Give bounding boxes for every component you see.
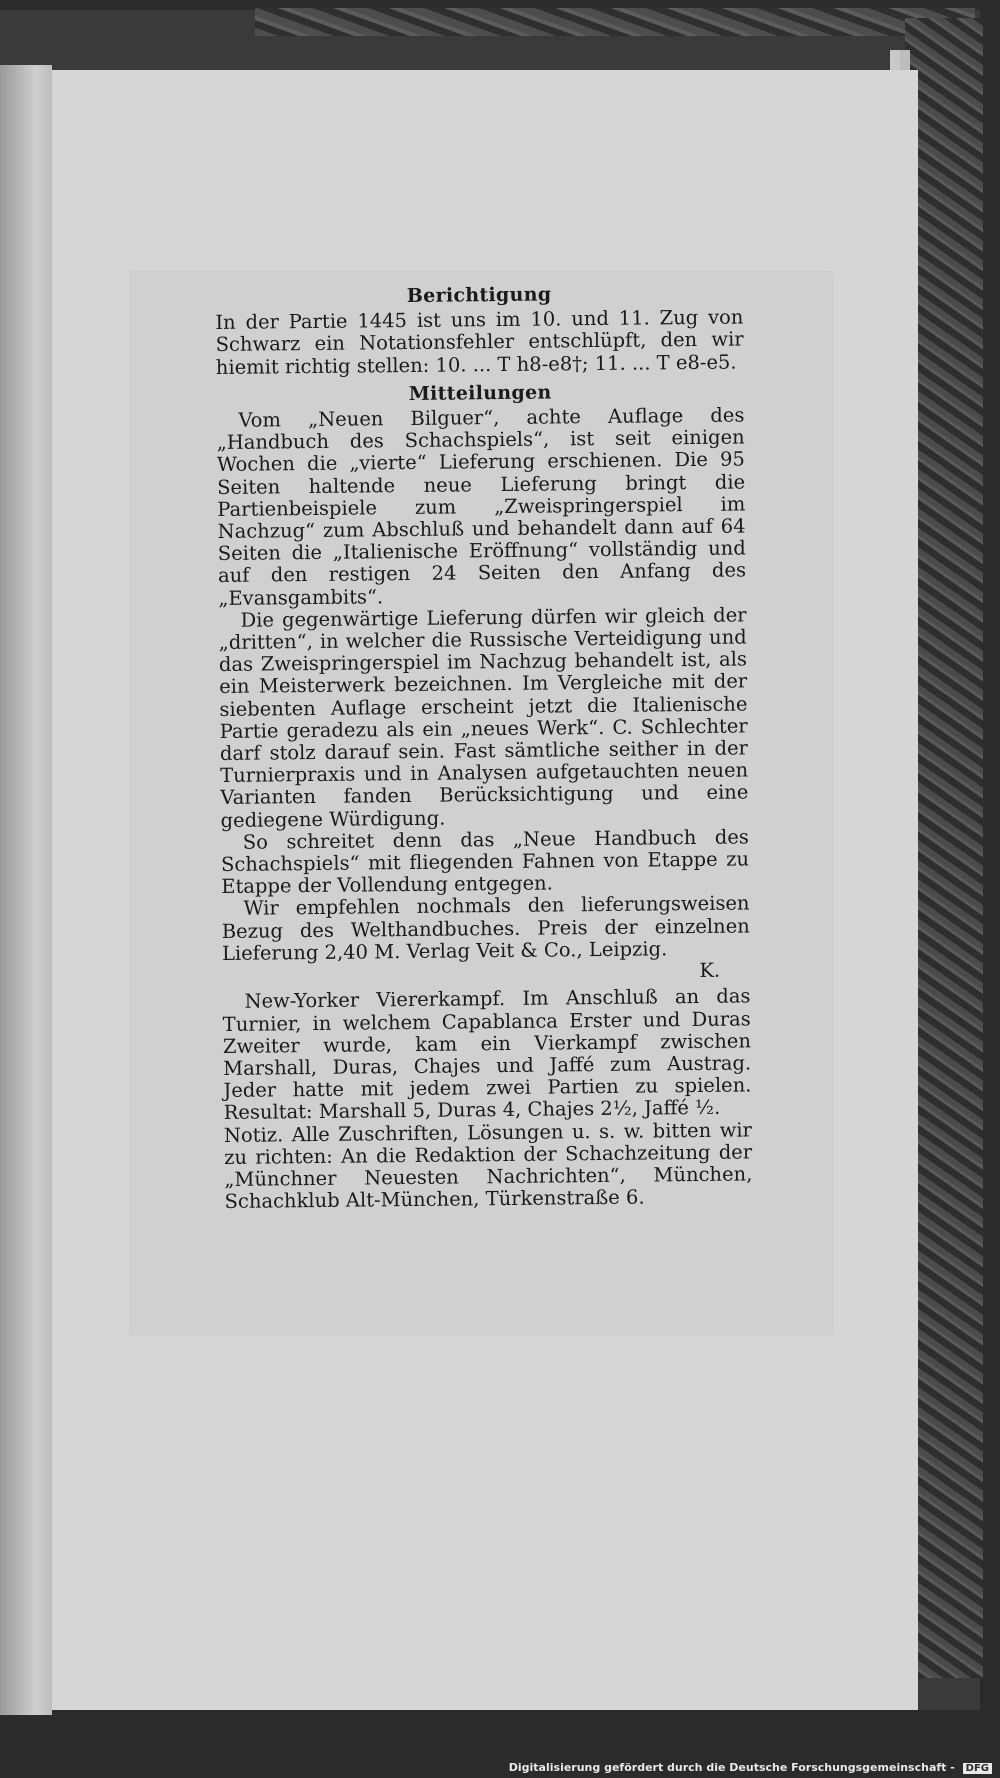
section-news [222, 986, 752, 1214]
paragraph: Vom „Neuen Bilguer“, achte Auflage des „Handbuch des Schachspiels“, ist seit einigen Wochen die „vierte“ Lieferung erschienen. Die 95 Seiten haltende neue Lieferung bringt die Partienbeispiele zum „Zweispringerspiel im Nachzug“ zum Abschluß und behandelt dann auf 64 Seiten die „Italienische Eröffnung“ vollständig und auf den restigen 24 Seiten den Anfang des „Evansgambits“. [216, 403, 747, 610]
paragraph: Notiz. Alle Zuschriften, Lösungen u. s. w. bitten wir zu richten: An die Redaktion der Schachzeitung der „Münchner Neuesten Nachrichten“, München, Schachklub Alt-München, Türkenstraße 6. [223, 1117, 753, 1214]
section-heading: Mitteilungen [408, 381, 552, 405]
section-heading: Berichtigung [406, 283, 552, 307]
page-gutter [0, 65, 52, 1715]
paragraph: So schreitet denn das „Neue Handbuch des Schachspiels“ mit fliegenden Fahnen von Etappe zu Etappe der Vollendung entgegen. [220, 825, 750, 899]
digitization-credit [509, 1761, 992, 1774]
signature: K. [699, 958, 721, 983]
section-berichtigung [215, 281, 744, 378]
marbled-edge-top [255, 8, 975, 36]
section-mitteilungen [216, 379, 750, 987]
paragraph: Die gegenwärtige Lieferung dürfen wir gleich der „dritten“, in welcher die Russische Verteidigung und das Zweispringerspiel im Nachzug behandelt ist, als ein Meisterwerk bezeichnen. Im Vergleiche mit der siebenten Auflage erscheint jetzt die Italienische Partie geradezu als ein „neues Werk“. C. Schlechter darf stolz darauf sein. Fast sämtliche seither in der Turnierpraxis und in Analysen aufgetauchten neuen Varianten fanden Berücksichtigung und eine gediegene Würdigung. [218, 603, 749, 832]
clipping-text [215, 279, 753, 1213]
dfg-logo: DFG [963, 1763, 992, 1774]
paragraph: In der Partie 1445 ist uns im 10. und 11. Zug von Schwarz ein Notationsfehler entschlüpft, den wir hiemit richtig stellen: 10. ... T h8-e8†; 11. ... T e8-e5. [215, 305, 744, 379]
credit-text: Digitalisierung gefördert durch die Deutsche Forschungsgemeinschaft - [508, 1761, 955, 1774]
paragraph: Wir empfehlen nochmals den lieferungsweisen Bezug des Welthandbuches. Preis der einzelnen Lieferung 2,40 M. Verlag Veit & Co., Leipzig. [221, 891, 750, 965]
paragraph: New-Yorker Viererkampf. Im Anschluß an das Turnier, in welchem Capablanca Erster und Duras Zweiter wurde, kam ein Vierkampf zwischen Marshall, Duras, Chajes und Jaffé zum Austrag. Jeder hatte mit jedem zwei Partien zu spielen. Resultat: Marshall 5, Duras 4, Chajes 2½, Jaffé ½. [222, 984, 752, 1125]
